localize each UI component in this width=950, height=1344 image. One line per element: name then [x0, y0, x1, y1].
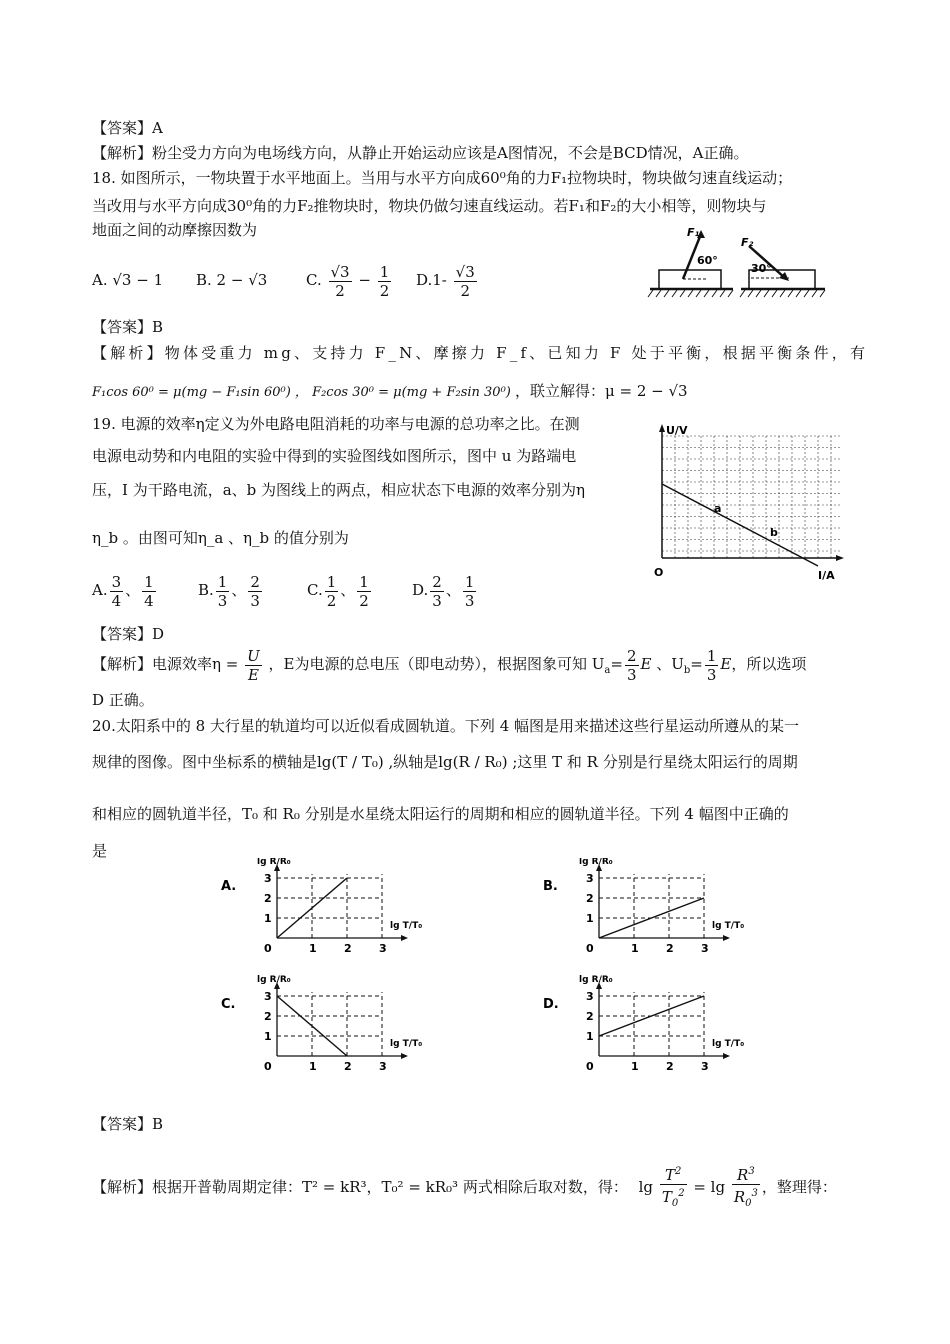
q18-analysis-result: ，联立解得：μ = 2 − √3	[515, 382, 688, 400]
q19-text-line3: 压，I 为干路电流，a、b 为图线上的两点，相应状态下电源的效率分别为η	[92, 481, 585, 499]
q19-option-a: A. $\frac{3}{4}$ 、 $\frac{1}{4}$	[92, 572, 154, 610]
origin-label: 0	[586, 942, 594, 955]
q19-text-line4: η_b 。由图可知η_a 、η_b 的值分别为	[92, 529, 349, 547]
q18-fig-f1-label: F₁	[687, 226, 700, 239]
x-tick-label: 3	[701, 942, 709, 955]
q20-answer: 【答案】B	[92, 1115, 164, 1133]
x-tick-label: 3	[701, 1060, 709, 1073]
q18-option-b: B. 2 − √3	[196, 271, 268, 289]
q19-graph-point-b: b	[770, 526, 778, 539]
y-axis-label: lg R/R₀	[579, 975, 613, 985]
x-tick-label: 3	[379, 942, 387, 955]
q18-option-d: D.1- $\frac{√3}{2}$	[416, 262, 475, 300]
q18-option-c: C. $\frac{√3}{2}$ − $\frac{1}{2}$	[306, 262, 390, 300]
y-tick-label: 1	[586, 1030, 594, 1043]
q19-ui-graph	[648, 422, 848, 582]
x-axis-label: lg T/T₀	[712, 1039, 745, 1049]
y-tick-label: 2	[586, 892, 594, 905]
x-tick-label: 3	[379, 1060, 387, 1073]
x-tick-label: 2	[666, 942, 674, 955]
q19-analysis-line2: D 正确。	[92, 691, 154, 709]
q19-option-b: B. $\frac{1}{3}$ 、 $\frac{2}{3}$	[198, 572, 260, 610]
graph-label: A.	[221, 879, 237, 894]
origin-label: 0	[264, 1060, 272, 1073]
x-tick-label: 1	[309, 942, 317, 955]
q20-analysis: 【解析】根据开普勒周期定律：T² = kR³，T₀² = kR₀³ 两式相除后取对数，得： lg $\frac{T^2}{T_0^2}$ = lg $\frac{R^3}{R_0^3}$ ，整理得：	[92, 1163, 837, 1213]
q18-fig-angle1: 60°	[697, 254, 718, 267]
q20-graph-c	[221, 975, 422, 1073]
q19-text-line2: 电源电动势和内电阻的实验中得到的实验图线如图所示，图中 u 为路端电	[92, 447, 577, 465]
q20-graph-b	[543, 858, 744, 955]
q18-force-diagram	[645, 222, 830, 302]
y-axis-label: lg R/R₀	[257, 858, 291, 867]
x-tick-label: 1	[631, 942, 639, 955]
q18-answer: 【答案】B	[92, 318, 164, 336]
y-tick-label: 1	[586, 912, 594, 925]
origin-label: 0	[264, 942, 272, 955]
q18-analysis-eq-line: F₁cos 60⁰ = μ(mg − F₁sin 60⁰) ， F₂cos 30⁰ = μ(mg + F₂sin 30⁰) ，联立解得：μ = 2 − √3	[92, 382, 688, 400]
q20-graphs	[215, 858, 775, 1084]
q20-text-line3: 和相应的圆轨道半径，T₀ 和 R₀ 分别是水星绕太阳运行的周期和相应的圆轨道半径。下列 4 幅图中正确的	[92, 805, 789, 823]
y-tick-label: 3	[586, 990, 594, 1003]
q19-graph-origin: O	[654, 566, 664, 579]
y-tick-label: 1	[264, 1030, 272, 1043]
graph-label: C.	[221, 997, 236, 1012]
y-tick-label: 3	[264, 872, 272, 885]
y-tick-label: 3	[264, 990, 272, 1003]
q18-text-line2: 当改用与水平方向成30⁰角的力F₂推物块时，物块仍做匀速直线运动。若F₁和F₂的大小相等，则物块与	[92, 197, 767, 215]
q18-analysis-eq1: F₁cos 60⁰ = μ(mg − F₁sin 60⁰)	[92, 385, 291, 400]
q19-graph-point-a: a	[714, 502, 722, 515]
q20-analysis-text: 【解析】根据开普勒周期定律：T² = kR³，T₀² = kR₀³ 两式相除后取对数，得：	[92, 1178, 628, 1196]
x-tick-label: 2	[344, 942, 352, 955]
q20-graph-d	[543, 975, 744, 1073]
y-tick-label: 2	[264, 1010, 272, 1023]
x-axis-label: lg T/T₀	[390, 1039, 423, 1049]
q18-text-line1: 18. 如图所示，一物块置于水平地面上。当用与水平方向成60⁰角的力F₁拉物块时，物块做匀速直线运动；	[92, 169, 793, 187]
q17-analysis: 【解析】粉尘受力方向为电场线方向，从静止开始运动应该是A图情况，不会是BCD情况，A正确。	[92, 144, 749, 162]
q18-fig-angle2: 30°	[751, 262, 772, 275]
x-tick-label: 1	[309, 1060, 317, 1073]
q19-analysis-line1: 【解析】电源效率η = $\frac{U}{E}$ ，E为电源的总电压（即电动势），根据图象可知 $U_a=$ $\frac{2}{3}$ E 、$U_b=$ $\frac{1}{3}$ E，所以选项	[92, 646, 807, 684]
q20-text-line1: 20.太阳系中的 8 大行星的轨道均可以近似看成圆轨道。下列 4 幅图是用来描述这些行星运动所遵从的某一	[92, 717, 800, 735]
x-tick-label: 1	[631, 1060, 639, 1073]
q19-answer: 【答案】D	[92, 625, 165, 643]
y-tick-label: 3	[586, 872, 594, 885]
q19-graph-ylabel: U/V	[666, 424, 688, 437]
q19-option-d: D. $\frac{2}{3}$ 、 $\frac{1}{3}$	[412, 572, 475, 610]
y-tick-label: 2	[264, 892, 272, 905]
y-axis-label: lg R/R₀	[257, 975, 291, 985]
y-tick-label: 2	[586, 1010, 594, 1023]
q18-analysis-eq2: F₂cos 30⁰ = μ(mg + F₂sin 30⁰)	[312, 385, 511, 400]
q18-fig-f2-label: F₂	[741, 236, 754, 249]
q17-answer: 【答案】A	[92, 119, 163, 137]
graph-label: B.	[543, 879, 558, 894]
x-tick-label: 2	[344, 1060, 352, 1073]
q20-text-line2: 规律的图像。图中坐标系的横轴是lg(T / T₀) ,纵轴是lg(R / R₀) ;这里 T 和 R 分别是行星绕太阳运行的周期	[92, 753, 798, 771]
x-axis-label: lg T/T₀	[712, 921, 745, 931]
q18-option-a: A. √3 − 1	[92, 271, 164, 289]
x-axis-label: lg T/T₀	[390, 921, 423, 931]
y-axis-label: lg R/R₀	[579, 858, 613, 867]
q19-option-c: C. $\frac{1}{2}$ 、 $\frac{1}{2}$	[307, 572, 369, 610]
graph-label: D.	[543, 997, 559, 1012]
q18-analysis-line1: 【解析】物体受重力 mg、支持力 F_N、摩擦力 F_f、已知力 F 处于平衡，根据平衡条件，有	[92, 344, 869, 362]
q19-graph-xlabel: I/A	[818, 569, 835, 582]
x-tick-label: 2	[666, 1060, 674, 1073]
q19-text-line1: 19. 电源的效率η定义为外电路电阻消耗的功率与电源的总功率之比。在测	[92, 415, 580, 433]
origin-label: 0	[586, 1060, 594, 1073]
q20-text-line4: 是	[92, 842, 108, 860]
q20-graph-a	[221, 858, 422, 955]
y-tick-label: 1	[264, 912, 272, 925]
q18-text-line3: 地面之间的动摩擦因数为	[92, 221, 258, 239]
